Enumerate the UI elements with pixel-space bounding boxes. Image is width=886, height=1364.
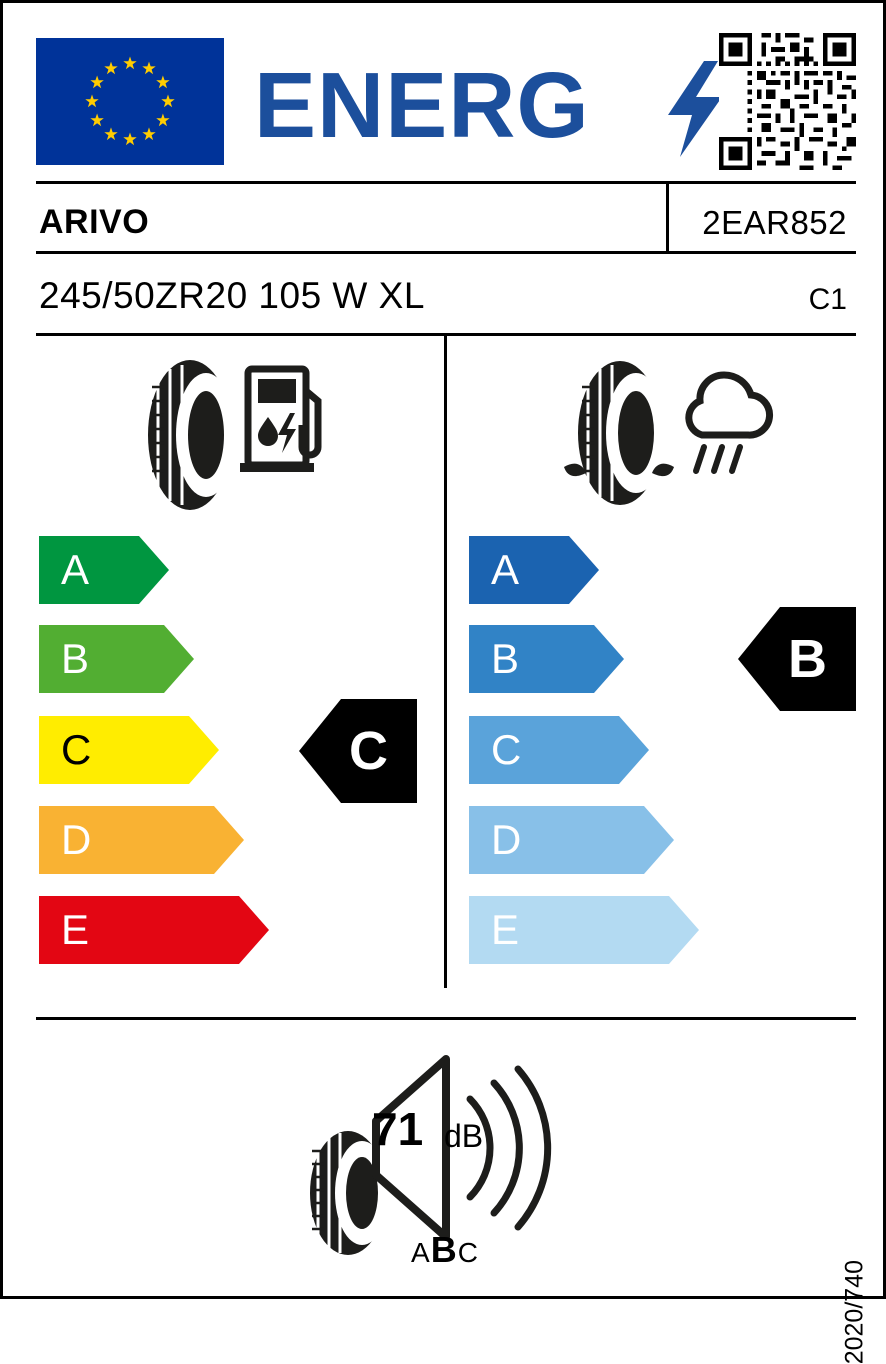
type-code: 2EAR852	[702, 204, 847, 241]
divider-brand	[36, 251, 856, 254]
wet-grade-d	[469, 806, 674, 874]
rain-cloud-icon	[689, 375, 770, 471]
noise-class-b-selected: B	[430, 1229, 458, 1270]
divider-sections	[444, 336, 447, 988]
energy-wordmark: ENERG	[254, 53, 590, 157]
fuel-result-letter: C	[349, 721, 388, 781]
noise-class-a: A	[411, 1237, 431, 1268]
wet-grip-pictogram	[548, 355, 778, 520]
fuel-grade-b-letter: B	[61, 635, 90, 682]
divider-noise	[36, 1017, 856, 1020]
fuel-grade-e	[39, 896, 269, 964]
fuel-grade-e-letter: E	[61, 906, 90, 953]
wet-grade-c	[469, 716, 649, 784]
eu-flag	[36, 38, 224, 165]
wet-result-letter: B	[788, 629, 827, 689]
tyre-size: 245/50ZR20 105 W XL	[39, 275, 425, 316]
qr-code	[719, 33, 856, 170]
fuel-grade-a-letter: A	[61, 546, 90, 593]
fuel-grade-b	[39, 625, 194, 693]
label-header	[36, 33, 856, 173]
wet-grade-e	[469, 896, 699, 964]
wet-grade-d-letter: D	[491, 816, 522, 863]
fuel-grade-a	[39, 536, 169, 604]
brand-name: ARIVO	[39, 203, 150, 241]
lightning-bolt-icon	[664, 61, 724, 157]
tyre-icon	[564, 361, 674, 505]
wet-grade-b-letter: B	[491, 635, 520, 682]
fuel-grade-d	[39, 806, 244, 874]
fuel-pump-icon	[240, 369, 318, 472]
wet-result-arrow	[738, 607, 856, 711]
wet-grade-e-letter: E	[491, 906, 520, 953]
wet-grade-a-letter: A	[491, 546, 520, 593]
fuel-grade-d-letter: D	[61, 816, 92, 863]
wet-grade-c-letter: C	[491, 726, 522, 773]
noise-class-scale	[411, 1229, 479, 1271]
noise-value: 71	[372, 1103, 424, 1155]
fuel-efficiency-pictogram	[128, 355, 328, 520]
noise-unit: dB	[444, 1118, 484, 1154]
divider-brand-code	[666, 184, 669, 251]
fuel-grade-c	[39, 716, 219, 784]
wet-grade-b	[469, 625, 624, 693]
fuel-grade-c-letter: C	[61, 726, 92, 773]
fuel-result-arrow	[299, 699, 417, 803]
noise-class-c: C	[457, 1237, 479, 1268]
wet-grade-a	[469, 536, 599, 604]
tyre-icon	[148, 360, 236, 510]
divider-header	[36, 181, 856, 184]
tyre-class: C1	[808, 283, 847, 316]
regulation-reference: 2020/740	[840, 1260, 868, 1364]
